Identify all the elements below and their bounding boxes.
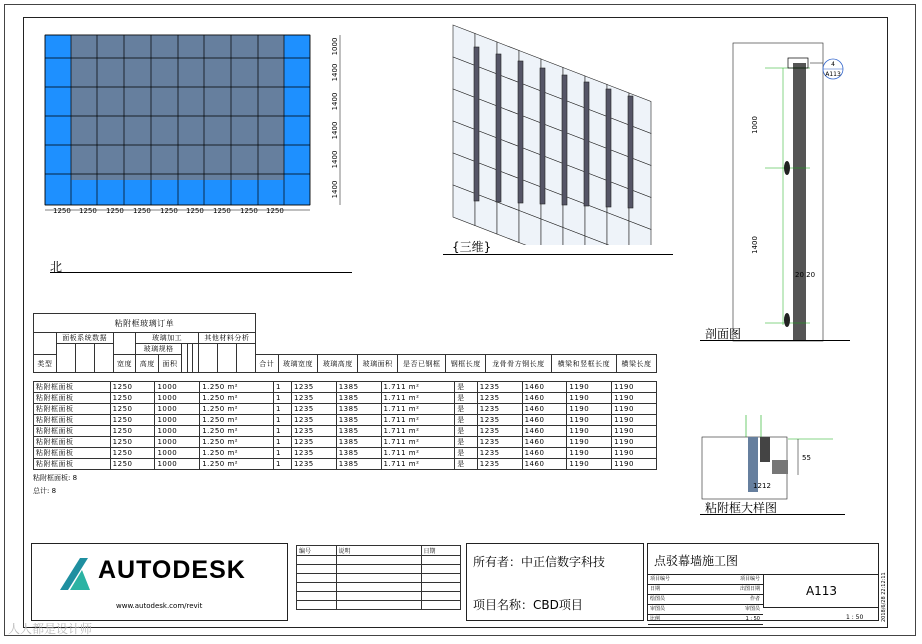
- table-cell: 1.250 m²: [200, 459, 274, 470]
- sheet-field-row: [648, 605, 763, 615]
- table-row[interactable]: [34, 437, 657, 448]
- north-dim-x-label: 1250: [186, 207, 204, 215]
- three-d-view-title: {三维}: [452, 240, 492, 254]
- glass-order-schedule: [33, 313, 657, 496]
- table-cell: 1460: [522, 426, 567, 437]
- sub-glass-size: 玻璃规格: [136, 344, 182, 355]
- column-header: 类型: [34, 355, 57, 373]
- table-row[interactable]: [34, 382, 657, 393]
- table-cell: 1: [273, 448, 291, 459]
- table-cell: 1385: [336, 437, 381, 448]
- table-cell: 1.250 m²: [200, 426, 274, 437]
- table-cell: 1250: [110, 415, 155, 426]
- table-cell: 1235: [291, 382, 336, 393]
- column-header: 横梁和竖框长度: [551, 355, 616, 373]
- north-dim-x-label: 1250: [266, 207, 284, 215]
- north-elevation: [40, 30, 370, 230]
- sheet-fields: [648, 575, 763, 625]
- sheet-field-label: 比例: [650, 616, 661, 622]
- north-title-underline: [50, 272, 352, 273]
- group-other: 其他材料分析: [198, 333, 255, 344]
- detail-view-title: 粘附框大样图: [705, 501, 778, 515]
- table-row[interactable]: [34, 415, 657, 426]
- autodesk-url[interactable]: www.autodesk.com/revit: [116, 602, 203, 610]
- north-dim-x-label: 1250: [240, 207, 258, 215]
- table-cell: 1235: [291, 393, 336, 404]
- rev-col-number: 编号: [297, 546, 337, 556]
- table-cell: 1235: [291, 437, 336, 448]
- iso-mullion: [540, 68, 545, 204]
- revision-row: [297, 601, 461, 610]
- table-cell: 1190: [567, 459, 612, 470]
- sheet-number: A113: [763, 575, 879, 608]
- table-cell: 是: [455, 415, 478, 426]
- table-cell: 1.711 m²: [381, 382, 455, 393]
- north-dim-x-label: 1250: [133, 207, 151, 215]
- table-cell: 1000: [155, 448, 200, 459]
- schedule-title: 粘附框玻璃订单: [34, 314, 256, 333]
- iso-mullion: [584, 82, 589, 206]
- autodesk-wordmark: AUTODESK: [98, 556, 246, 584]
- table-row[interactable]: [34, 393, 657, 404]
- table-cell: 1: [273, 459, 291, 470]
- north-dim-x-label: 1250: [79, 207, 97, 215]
- section-tag-sheet[interactable]: A113: [825, 71, 841, 78]
- sheet-field-value: 出图日期: [739, 586, 760, 592]
- table-cell: 1190: [612, 404, 657, 415]
- table-cell: 1: [273, 382, 291, 393]
- table-cell: 1190: [567, 437, 612, 448]
- column-header: 合计: [255, 355, 278, 373]
- table-row[interactable]: [34, 448, 657, 459]
- column-header: 龙骨骨方钢长度: [486, 355, 551, 373]
- drawing-title: 点驳幕墙施工图: [654, 554, 739, 568]
- table-cell: 1.250 m²: [200, 393, 274, 404]
- table-cell: 1.250 m²: [200, 415, 274, 426]
- table-cell: 粘附框面板: [34, 448, 111, 459]
- section-tag-number[interactable]: 4: [831, 61, 835, 68]
- column-header: 玻璃高度: [318, 355, 358, 373]
- table-cell: 1190: [567, 426, 612, 437]
- table-cell: 粘附框面板: [34, 415, 111, 426]
- table-cell: 1460: [522, 404, 567, 415]
- table-cell: 是: [455, 393, 478, 404]
- table-cell: 1190: [567, 448, 612, 459]
- section-dim-top: 1000: [751, 116, 759, 134]
- table-cell: 1190: [567, 382, 612, 393]
- table-cell: 1000: [155, 459, 200, 470]
- table-cell: 1190: [612, 426, 657, 437]
- scale-value: 1 : 50: [846, 614, 864, 621]
- schedule-header-table: [33, 313, 657, 373]
- revision-row: [297, 565, 461, 574]
- table-cell: 粘附框面板: [34, 382, 111, 393]
- sheet-field-label: 项目编号: [650, 576, 671, 582]
- owner-text: 所有者：中正信数字科技: [473, 555, 606, 569]
- iso-mullion: [518, 61, 523, 203]
- table-cell: 1.711 m²: [381, 459, 455, 470]
- table-cell: 1385: [336, 415, 381, 426]
- table-cell: 1.711 m²: [381, 415, 455, 426]
- detail-dim-c: 55: [802, 454, 811, 462]
- table-cell: 1: [273, 437, 291, 448]
- iso-mullion: [474, 47, 479, 201]
- table-cell: 1385: [336, 404, 381, 415]
- table-cell: 是: [455, 382, 478, 393]
- table-cell: 1385: [336, 382, 381, 393]
- table-cell: 1.711 m²: [381, 393, 455, 404]
- group-glass: 玻璃加工: [136, 333, 199, 344]
- table-cell: 1385: [336, 448, 381, 459]
- sheet-field-label: 绘图员: [650, 596, 666, 602]
- column-header: 钢框长度: [446, 355, 486, 373]
- table-row[interactable]: [34, 459, 657, 470]
- table-cell: 1000: [155, 382, 200, 393]
- column-header: 是否已钢框: [398, 355, 446, 373]
- table-cell: 1250: [110, 459, 155, 470]
- table-cell: 1235: [477, 382, 522, 393]
- table-cell: 1235: [291, 448, 336, 459]
- table-cell: 1460: [522, 415, 567, 426]
- table-cell: 1000: [155, 426, 200, 437]
- north-dim-y-label: 1400: [331, 121, 339, 140]
- table-cell: 1250: [110, 393, 155, 404]
- table-cell: 粘附框面板: [34, 426, 111, 437]
- table-cell: 1460: [522, 393, 567, 404]
- table-cell: 粘附框面板: [34, 459, 111, 470]
- table-cell: 1: [273, 426, 291, 437]
- table-cell: 是: [455, 448, 478, 459]
- table-cell: 1460: [522, 382, 567, 393]
- sheet-field-row: [648, 615, 763, 625]
- table-cell: 1190: [612, 437, 657, 448]
- table-cell: 1385: [336, 426, 381, 437]
- north-view-title: 北: [50, 260, 63, 274]
- table-cell: 1250: [110, 448, 155, 459]
- section-dim-bottom: 1400: [751, 236, 759, 254]
- table-cell: 1190: [612, 448, 657, 459]
- column-header: 横梁长度: [617, 355, 657, 373]
- table-cell: 1460: [522, 459, 567, 470]
- column-header: 高度: [136, 355, 159, 373]
- north-dim-x-label: 1250: [53, 207, 71, 215]
- schedule-total: 总计: 8: [33, 487, 57, 495]
- table-cell: 1190: [612, 415, 657, 426]
- revision-row: [297, 592, 461, 601]
- north-dim-y-label: 1400: [331, 150, 339, 169]
- table-cell: 1190: [567, 393, 612, 404]
- table-cell: 1.250 m²: [200, 382, 274, 393]
- table-cell: 1190: [612, 393, 657, 404]
- three-d-view: [445, 20, 675, 245]
- column-header: 玻璃面积: [358, 355, 398, 373]
- table-cell: 1235: [477, 459, 522, 470]
- rev-col-date: 日期: [421, 546, 461, 556]
- sheet-field-value: 作者: [749, 596, 760, 602]
- table-row[interactable]: [34, 426, 657, 437]
- north-dim-y-label: 1000: [331, 37, 339, 56]
- iso-mullion: [606, 89, 611, 207]
- table-cell: 1.250 m²: [200, 448, 274, 459]
- table-cell: 1235: [477, 437, 522, 448]
- table-cell: 1000: [155, 437, 200, 448]
- sheet-field-row: [648, 585, 763, 595]
- table-cell: 1190: [612, 459, 657, 470]
- table-cell: 1.711 m²: [381, 448, 455, 459]
- logo-panel: [31, 543, 288, 621]
- table-cell: 1: [273, 404, 291, 415]
- table-cell: 1190: [567, 415, 612, 426]
- table-cell: 1235: [477, 393, 522, 404]
- revision-row: [297, 574, 461, 583]
- table-cell: 1460: [522, 448, 567, 459]
- revision-row: [297, 556, 461, 565]
- table-cell: 1000: [155, 404, 200, 415]
- table-cell: 粘附框面板: [34, 393, 111, 404]
- table-cell: 1235: [477, 415, 522, 426]
- table-cell: 1.711 m²: [381, 404, 455, 415]
- detail-title-underline: [700, 514, 845, 515]
- table-cell: 1235: [291, 426, 336, 437]
- table-cell: 1.711 m²: [381, 426, 455, 437]
- table-row[interactable]: [34, 404, 657, 415]
- table-cell: 1000: [155, 393, 200, 404]
- table-cell: 1235: [477, 426, 522, 437]
- table-cell: 是: [455, 437, 478, 448]
- table-cell: 是: [455, 459, 478, 470]
- sheet-field-value: 审图员: [744, 606, 760, 612]
- table-cell: 1250: [110, 437, 155, 448]
- north-dim-y-label: 1400: [331, 63, 339, 82]
- table-cell: 是: [455, 426, 478, 437]
- three-d-title-underline: [443, 254, 673, 255]
- schedule-group-count: 粘附框面板: 8: [33, 474, 78, 482]
- watermark: 人人都是设计师: [8, 622, 93, 636]
- column-header: 面积: [159, 355, 182, 373]
- table-cell: 1235: [291, 404, 336, 415]
- table-cell: 1250: [110, 404, 155, 415]
- schedule-rows: [33, 381, 657, 470]
- sheet-field-label: 审图员: [650, 606, 666, 612]
- detail-dim-b: 12: [762, 482, 771, 490]
- table-cell: 1.711 m²: [381, 437, 455, 448]
- project-name: 项目名称：CBD项目: [473, 598, 583, 612]
- rev-col-description: 说明: [336, 546, 421, 556]
- section-dim-small: 20 20: [795, 271, 816, 279]
- table-cell: 是: [455, 404, 478, 415]
- table-cell: 1235: [291, 459, 336, 470]
- north-dim-x-label: 1250: [213, 207, 231, 215]
- detail-view: [698, 415, 838, 505]
- column-header: 宽度: [113, 355, 136, 373]
- sheet-field-row: [648, 575, 763, 585]
- north-dim-y-label: 1400: [331, 92, 339, 111]
- column-header: 玻璃宽度: [278, 355, 318, 373]
- sheet-field-value: 1 : 50: [745, 616, 760, 622]
- table-cell: 粘附框面板: [34, 437, 111, 448]
- table-cell: 1235: [477, 404, 522, 415]
- table-cell: 1190: [612, 382, 657, 393]
- table-cell: 1: [273, 393, 291, 404]
- table-cell: 粘附框面板: [34, 404, 111, 415]
- owner-panel: [466, 543, 644, 621]
- table-cell: 1235: [477, 448, 522, 459]
- table-cell: 1190: [567, 404, 612, 415]
- group-panel: 面板系统数据: [56, 333, 113, 344]
- table-cell: 1000: [155, 415, 200, 426]
- revision-table: [296, 545, 461, 610]
- iso-mullion: [628, 96, 633, 208]
- north-dim-x-label: 1250: [106, 207, 124, 215]
- sheet-field-row: [648, 595, 763, 605]
- revision-row: [297, 583, 461, 592]
- table-cell: 1235: [291, 415, 336, 426]
- sheet-field-label: 日期: [650, 586, 661, 592]
- sheet-field-value: 项目编号: [739, 576, 760, 582]
- iso-mullion: [562, 75, 567, 205]
- table-cell: 1250: [110, 426, 155, 437]
- north-dim-x-label: 1250: [160, 207, 178, 215]
- table-cell: 1385: [336, 393, 381, 404]
- iso-mullion: [496, 54, 501, 202]
- autodesk-logo-icon: [58, 556, 92, 592]
- table-cell: 1250: [110, 382, 155, 393]
- sheet-info-panel: [647, 543, 879, 621]
- section-view: [725, 35, 850, 345]
- north-dim-y-label: 1400: [331, 180, 339, 199]
- section-view-title: 剖面图: [705, 327, 742, 341]
- table-cell: 1: [273, 415, 291, 426]
- table-cell: 1460: [522, 437, 567, 448]
- detail-dim-a: 12: [753, 482, 762, 490]
- section-title-underline: [700, 340, 850, 341]
- table-cell: 1385: [336, 459, 381, 470]
- table-cell: 1.250 m²: [200, 437, 274, 448]
- table-cell: 1.250 m²: [200, 404, 274, 415]
